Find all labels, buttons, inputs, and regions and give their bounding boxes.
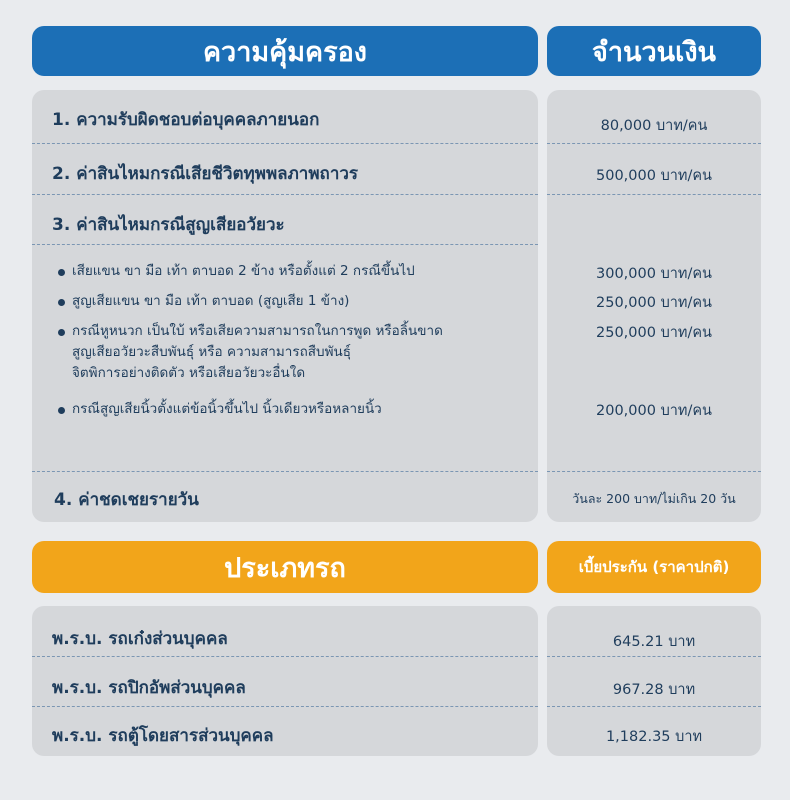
sub-item-3-amount: 250,000 บาท/คน: [596, 325, 712, 341]
vehicle-row-1-label: พ.ร.บ. รถเก๋งส่วนบุคคล: [52, 629, 228, 649]
divider: [32, 244, 538, 245]
divider: [32, 706, 538, 707]
sub-item-3-text-line-2: สูญเสียอวัยวะสืบพันธุ์ หรือ ความสามารถสืบพันธุ์: [72, 344, 351, 360]
vehicle-row-3-premium: 1,182.35 บาท: [605, 729, 703, 745]
coverage-row-3-label: 3. ค่าสินไหมกรณีสูญเสียอวัยวะ: [52, 215, 285, 235]
vehicle-type-panel: [32, 606, 538, 756]
coverage-row-4-amount: วันละ 200 บาท/ไม่เกิน 20 วัน: [572, 491, 736, 506]
sub-item-2-text: สูญเสียแขน ขา มือ เท้า ตาบอด (สูญเสีย 1 ข้าง): [72, 293, 350, 309]
divider: [32, 143, 538, 144]
coverage-header: [32, 26, 538, 76]
sub-item-4: [58, 399, 382, 420]
bullet-icon: [58, 329, 65, 336]
vehicle-type-header-label: ประเภทรถ: [224, 552, 346, 584]
divider: [547, 194, 761, 195]
amount-header: [547, 26, 761, 76]
coverage-amount-panel: [547, 90, 761, 522]
sub-item-4-text: กรณีสูญเสียนิ้วตั้งแต่ข้อนิ้วขึ้นไป นิ้วเดียวหรือหลายนิ้ว: [72, 401, 382, 417]
sub-item-3-text-line-1: กรณีหูหนวก เป็นใบ้ หรือเสียความสามารถในการพูด หรือลิ้นขาด: [72, 323, 443, 339]
sub-item-4-amount: 200,000 บาท/คน: [596, 403, 712, 419]
vehicle-row-2-label: พ.ร.บ. รถปิกอัพส่วนบุคคล: [52, 678, 246, 698]
bullet-icon: [58, 269, 65, 276]
sub-item-1-text: เสียแขน ขา มือ เท้า ตาบอด 2 ข้าง หรือตั้งแต่ 2 กรณีขึ้นไป: [72, 263, 415, 279]
sub-item-1-amount: 300,000 บาท/คน: [596, 266, 712, 282]
bullet-icon: [58, 299, 65, 306]
coverage-row-2-label: 2. ค่าสินไหมกรณีเสียชีวิตทุพพลภาพถาวร: [52, 164, 359, 184]
coverage-label-panel: [32, 90, 538, 522]
divider: [32, 656, 538, 657]
divider: [32, 471, 538, 472]
sub-item-3: [58, 321, 443, 384]
coverage-row-4-label: 4. ค่าชดเชยรายวัน: [54, 490, 199, 510]
divider: [547, 706, 761, 707]
vehicle-type-header: [32, 541, 538, 593]
amount-header-label: จำนวนเงิน: [592, 36, 716, 68]
coverage-row-1-amount: 80,000 บาท/คน: [600, 118, 708, 134]
sub-item-3-text-line-3: จิตพิการอย่างติดตัว หรือเสียอวัยวะอื่นใด: [72, 365, 306, 381]
divider: [547, 656, 761, 657]
vehicle-row-1-premium: 645.21 บาท: [612, 634, 696, 650]
premium-header-label: เบี้ยประกัน (ราคาปกติ): [578, 558, 730, 576]
coverage-header-label: ความคุ้มครอง: [202, 36, 367, 68]
premium-header: [547, 541, 761, 593]
divider: [547, 471, 761, 472]
vehicle-row-3-label: พ.ร.บ. รถตู้โดยสารส่วนบุคคล: [52, 726, 274, 746]
divider: [547, 143, 761, 144]
coverage-row-1-label: 1. ความรับผิดชอบต่อบุคคลภายนอก: [52, 110, 320, 130]
vehicle-row-2-premium: 967.28 บาท: [612, 682, 696, 698]
bullet-icon: [58, 407, 65, 414]
sub-item-2: [58, 291, 349, 312]
premium-panel: [547, 606, 761, 756]
sub-item-1: [58, 261, 415, 282]
coverage-row-2-amount: 500,000 บาท/คน: [596, 168, 712, 184]
sub-item-2-amount: 250,000 บาท/คน: [596, 295, 712, 311]
divider: [32, 194, 538, 195]
